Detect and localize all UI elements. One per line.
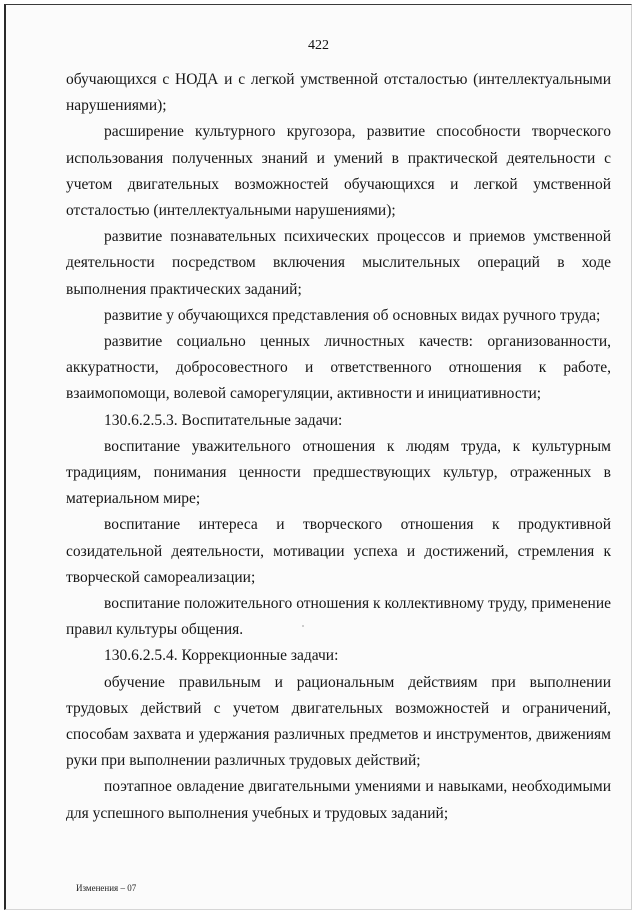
section-heading-correctional-tasks: 130.6.2.5.4. Коррекционные задачи: <box>104 647 339 665</box>
paragraph-7: воспитание уважительного отношения к людям труда, к культурным традициям, понимания ценности предшествующих культур, отраженных в материальном мире; <box>66 437 611 508</box>
body-text <box>66 67 611 827</box>
page-number: 422 <box>308 38 329 53</box>
document-page <box>4 4 632 910</box>
section-heading-educational-tasks: 130.6.2.5.3. Воспитательные задачи: <box>104 411 343 429</box>
paragraph-3: развитие познавательных психических процессов и приемов умственной деятельности посредством включения мыслительных операций в ходе выполнения практических заданий; <box>66 228 611 298</box>
scan-artifact <box>302 625 304 627</box>
paragraph-12: поэтапное овладение двигательными умениями и навыками, необходимыми для успешного выполнения учебных и трудовых заданий; <box>66 778 611 822</box>
footer-note: Изменения – 07 <box>76 883 137 893</box>
paragraph-1: обучающихся с НОДА и с легкой умственной отсталостью (интеллектуальными нарушениями); <box>66 71 611 115</box>
paragraph-11: обучение правильным и рациональным действиям при выполнении трудовых действий с учетом двигательных возможностей и ограничений, способам захвата и удержания различных предметов и инструментов, движениям руки при выполнении различных трудовых действий; <box>66 673 611 770</box>
paragraph-5: развитие социально ценных личностных качеств: организованности, аккуратности, добросовестного и ответственного отношения к работе, взаимопомощи, волевой саморегуляции, активности и инициативности; <box>66 333 611 403</box>
paragraph-8: воспитание интереса и творческого отношения к продуктивной созидательной деятельности, мотивации успеха и достижений, стремления к творческой самореализации; <box>66 516 611 586</box>
paragraph-2: расширение культурного кругозора, развитие способности творческого использования полученных знаний и умений в практической деятельности с учетом двигательных возможностей обучающихся и легкой умственной отсталостью (интеллектуальными нарушениями); <box>66 123 611 220</box>
paragraph-4: развитие у обучающихся представления об основных видах ручного труда; <box>104 306 601 324</box>
paragraph-9: воспитание положительного отношения к коллективному труду, применение правил культуры общения. <box>66 595 611 639</box>
